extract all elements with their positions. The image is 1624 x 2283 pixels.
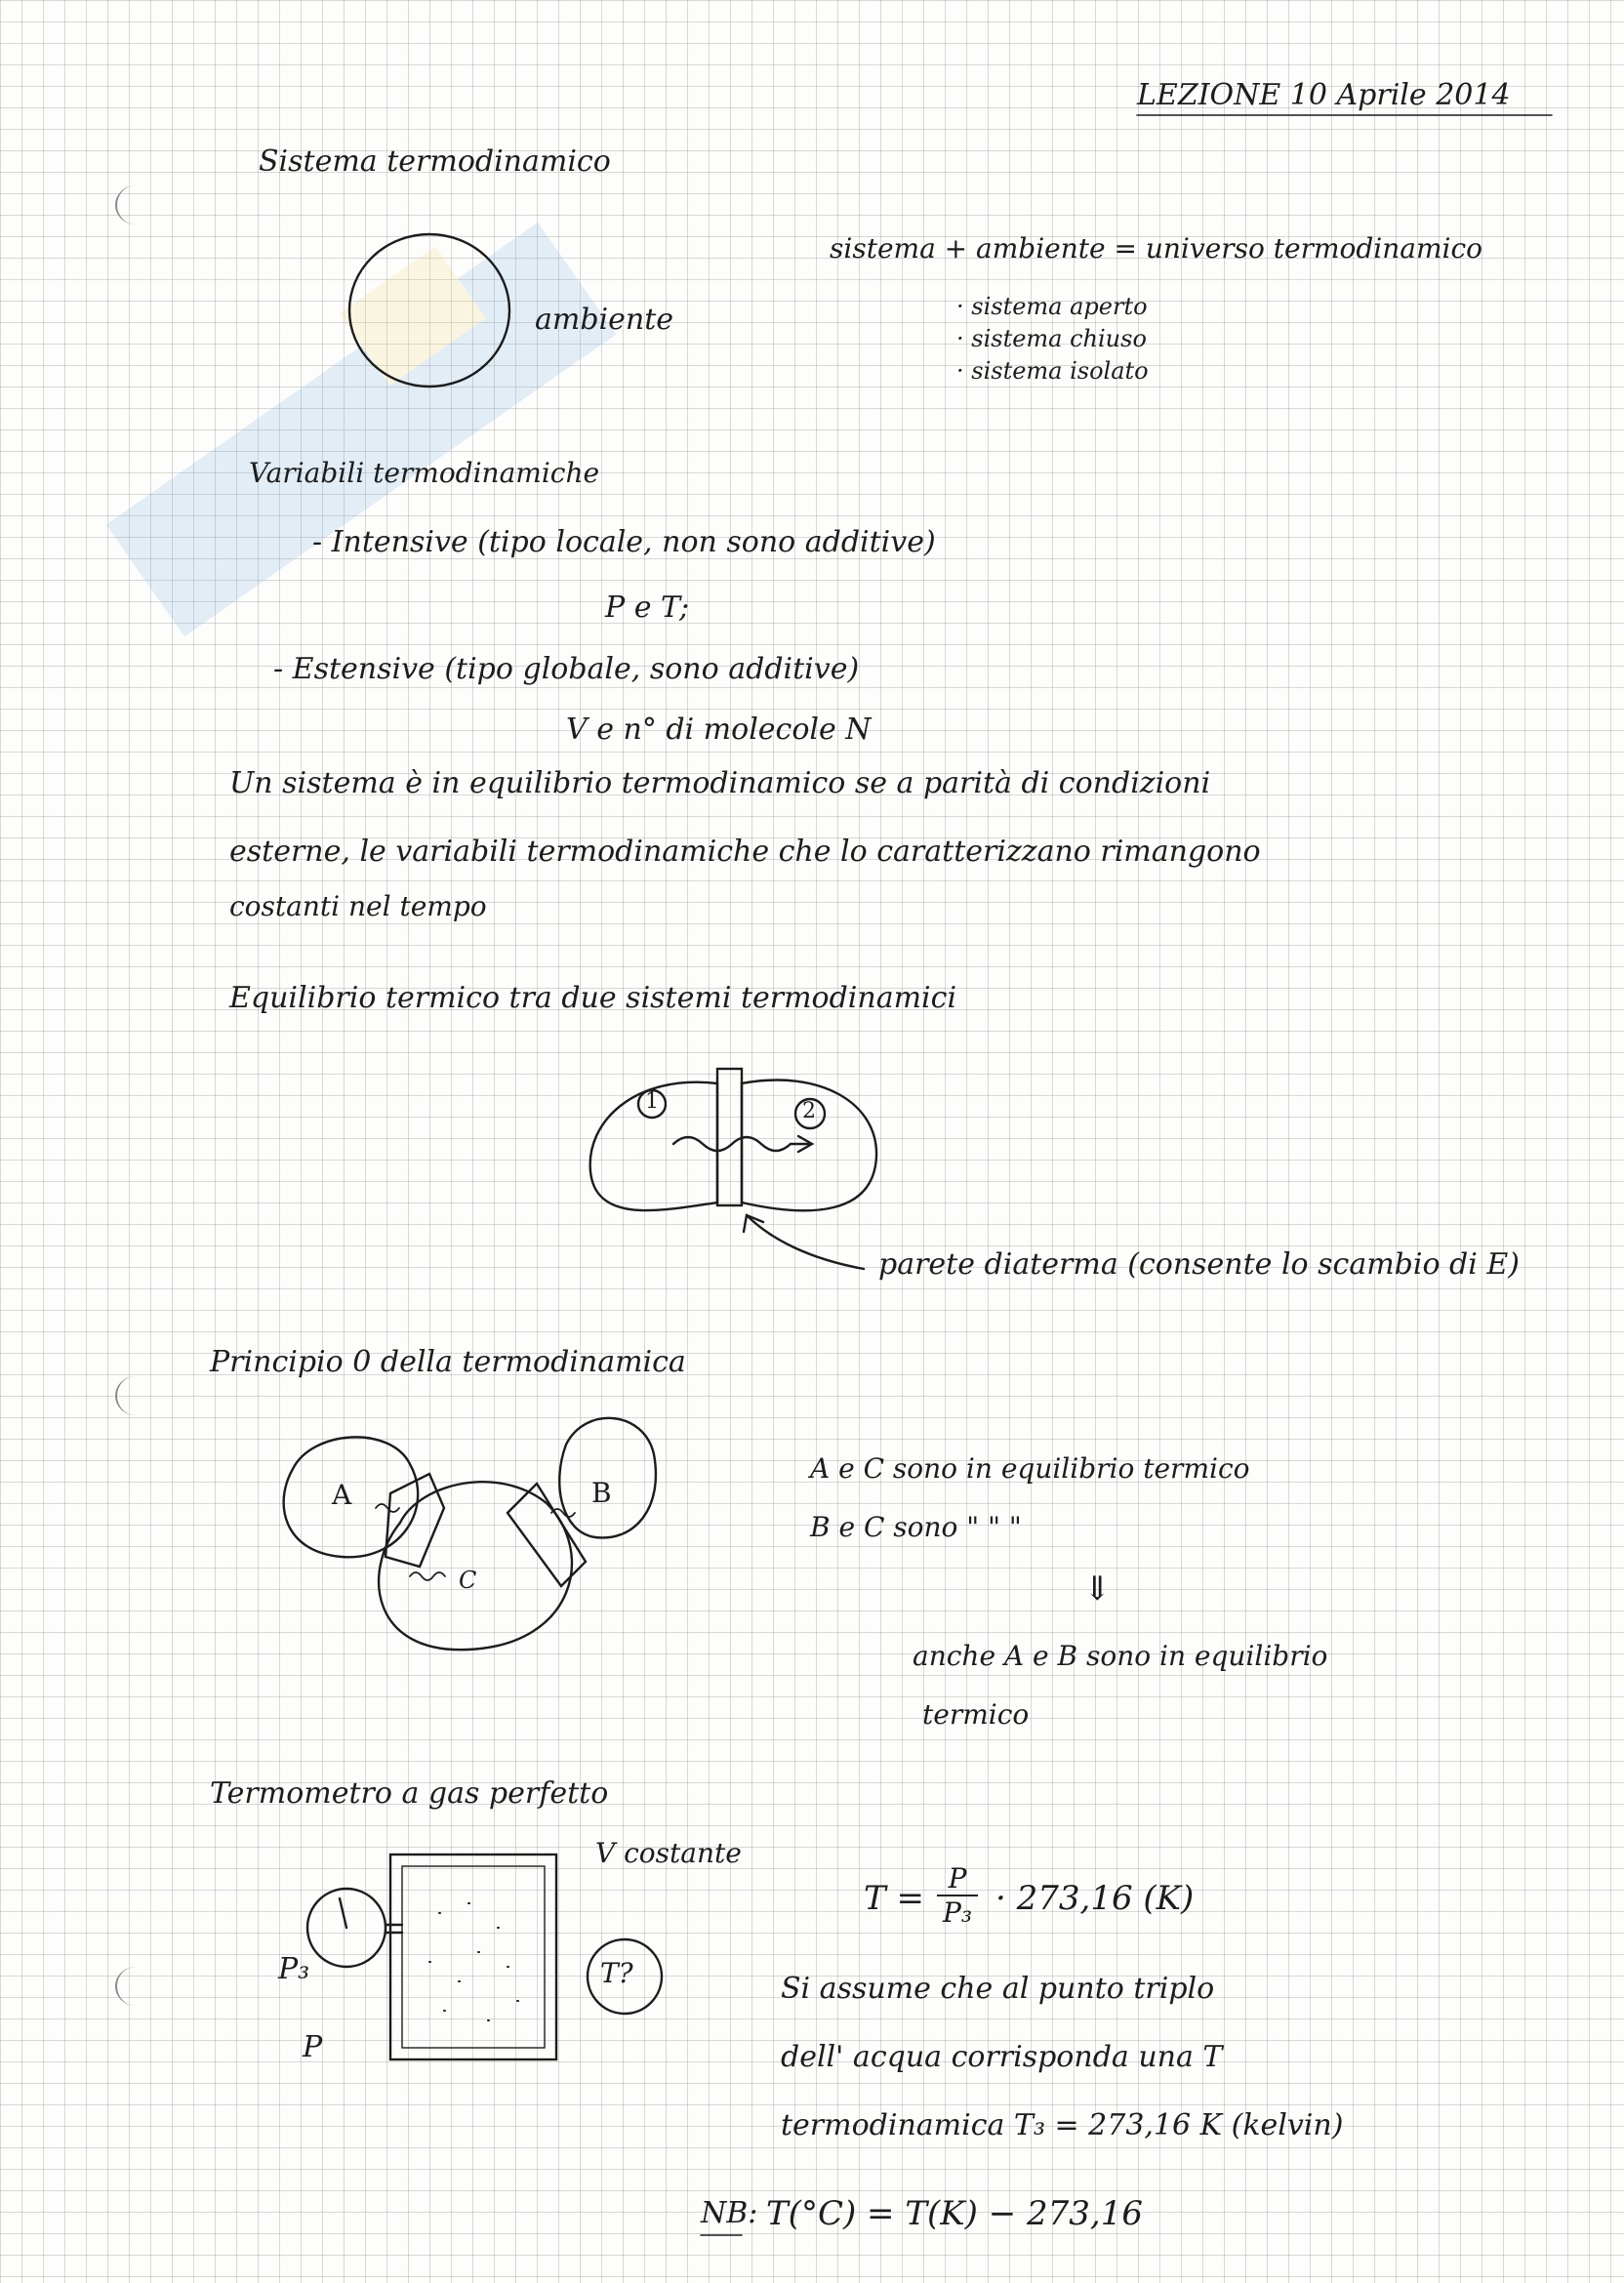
p3-label: P₃ (278, 1952, 310, 1986)
system-b-label: B (591, 1477, 612, 1509)
section-title-thermometer: Termometro a gas perfetto (210, 1776, 609, 1811)
zero-statement-2: B e C sono " " " (810, 1511, 1022, 1543)
formula-lhs: T = (864, 1879, 924, 1918)
system-circle (349, 234, 509, 387)
gas-container-inner (402, 1866, 545, 2048)
universe-equation: sistema + ambiente = universo termodinamico (830, 232, 1483, 265)
implies-arrow: ⇓ (1083, 1570, 1112, 1609)
gas-molecules (429, 1903, 518, 2020)
section-title-variables: Variabili termodinamiche (249, 457, 600, 489)
gauge-pipe (386, 1925, 402, 1933)
triple-point-text-1: Si assume che al punto triplo (781, 1972, 1215, 2006)
zero-statement-1: A e C sono in equilibrio termico (810, 1452, 1250, 1485)
diathermic-wall (717, 1069, 742, 1205)
gauge-needle (340, 1898, 346, 1928)
extensive-variables: - Estensive (tipo globale, sono additive) (273, 652, 860, 686)
system-type-open: · sistema aperto (956, 293, 1148, 320)
definition-line-1: Un sistema è in equilibrio termodinamico se a parità di condizioni (229, 766, 1211, 800)
unknown-temperature-label: T? (600, 1957, 633, 1989)
wall-pointer-head (744, 1215, 763, 1232)
definition-line-2: esterne, le variabili termodinamiche che lo caratterizzano rimangono (229, 835, 1261, 869)
extensive-examples: V e n° di molecole N (566, 713, 872, 747)
system-a-label: A (332, 1479, 352, 1511)
constant-volume-label: V costante (595, 1837, 742, 1869)
gas-container-outer (390, 1855, 556, 2059)
system-c-label: C (459, 1567, 477, 1594)
formula-numerator: P (937, 1862, 978, 1896)
intensive-variables: - Intensive (tipo locale, non sono additive) (312, 525, 936, 559)
section-title-zero: Principio 0 della termodinamica (210, 1345, 686, 1379)
zero-conclusion-1: anche A e B sono in equilibrio (913, 1640, 1328, 1672)
system-type-closed: · sistema chiuso (956, 325, 1147, 352)
formula-fraction (937, 1862, 978, 1929)
section-title-thermal: Equilibrio termico tra due sistemi termodinamici (229, 981, 957, 1015)
ambient-label: ambiente (535, 303, 674, 337)
diathermic-wall-note: parete diaterma (consente lo scambio di E) (878, 1247, 1520, 1282)
lesson-date: LEZIONE 10 Aprile 2014 (1137, 78, 1511, 112)
celsius-conversion: T(°C) = T(K) − 273,16 (766, 2194, 1144, 2233)
wave-a (376, 1504, 399, 1512)
zero-conclusion-2: termico (922, 1698, 1030, 1731)
wave-c (410, 1572, 445, 1580)
nb-label: NB: (701, 2196, 758, 2230)
system-2-label: 2 (802, 1099, 816, 1123)
formula-rhs: · 273,16 (K) (995, 1879, 1195, 1918)
triple-point-text-3: termodinamica T₃ = 273,16 K (kelvin) (781, 2108, 1344, 2142)
system-type-isolated: · sistema isolato (956, 357, 1149, 385)
definition-line-3: costanti nel tempo (229, 890, 487, 922)
p-label: P (303, 2030, 323, 2064)
intensive-examples: P e T; (605, 591, 690, 625)
wall-b-c (508, 1484, 586, 1586)
triple-point-text-2: dell' acqua corrisponda una T (781, 2040, 1223, 2074)
wall-pointer (747, 1215, 864, 1269)
section-title-system: Sistema termodinamico (259, 144, 611, 179)
system-1-label: 1 (645, 1089, 659, 1114)
formula-denominator: P₃ (943, 1896, 973, 1929)
wall-a-c (386, 1474, 444, 1567)
